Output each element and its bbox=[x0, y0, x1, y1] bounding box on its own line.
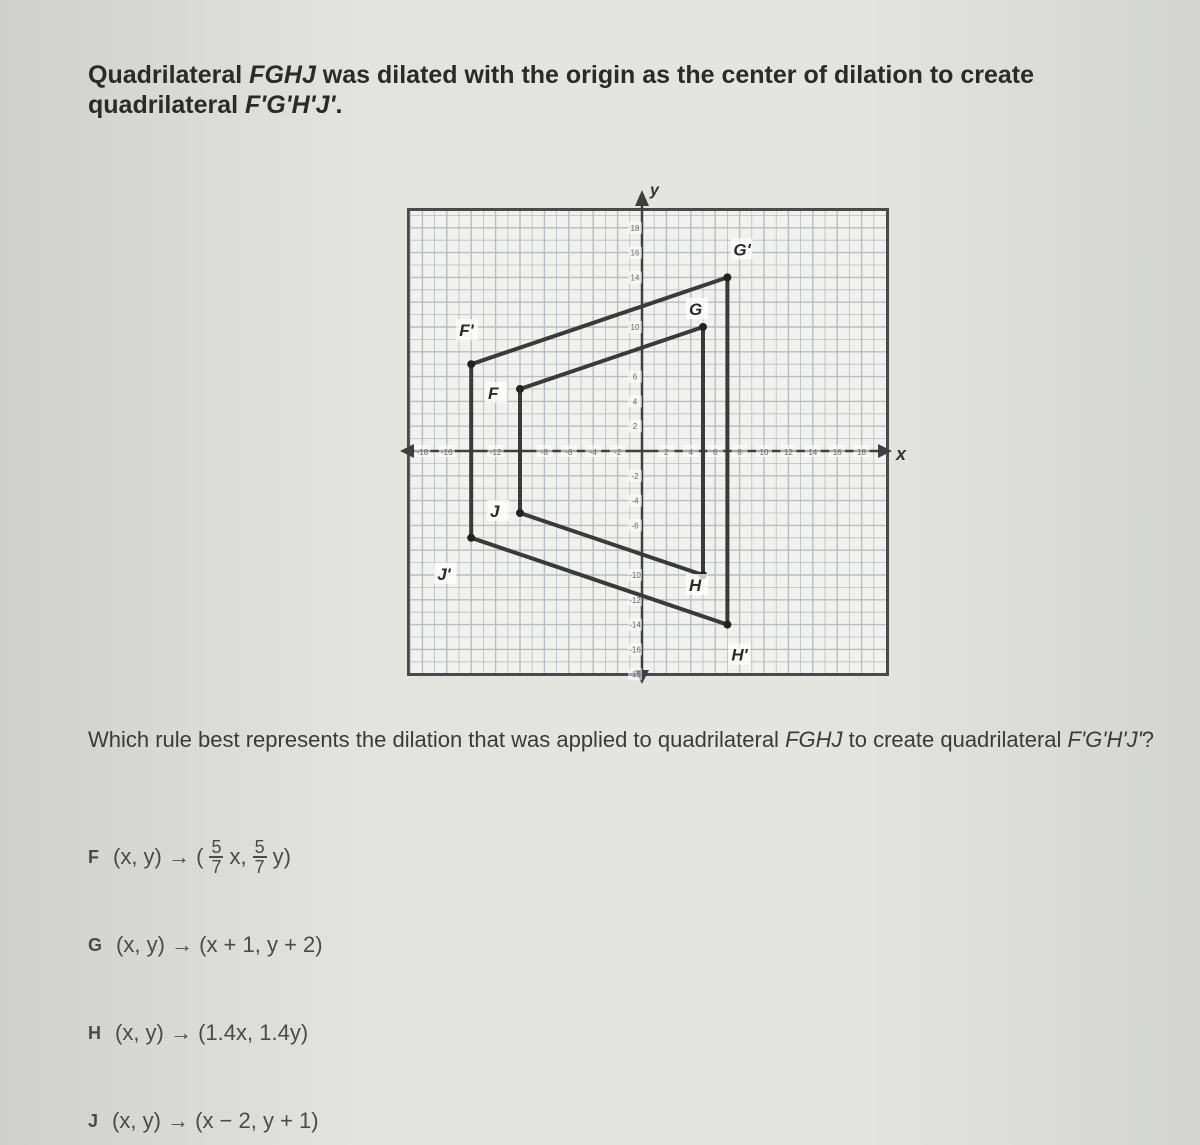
y-axis-label: y bbox=[650, 182, 659, 199]
y-tick-label: 10 bbox=[630, 323, 640, 332]
choice-j-rule: (x, y) → (x − 2, y + 1) bbox=[112, 1108, 319, 1133]
x-axis-label: x bbox=[896, 444, 907, 464]
prompt-part-1: Quadrilateral bbox=[88, 61, 250, 89]
original-vertex-point bbox=[516, 385, 524, 393]
image-vertex-label: H' bbox=[731, 645, 748, 665]
x-tick-label: -4 bbox=[589, 448, 597, 457]
prompt-original-name: FGHJ bbox=[249, 61, 316, 89]
image-vertex-point bbox=[723, 621, 731, 629]
choice-f-lhs: (x, y) → ( bbox=[113, 844, 204, 869]
choice-g-letter: G bbox=[88, 934, 103, 955]
y-tick-label: 18 bbox=[630, 223, 640, 233]
choice-j-letter: J bbox=[88, 1110, 99, 1131]
y-tick-label: -10 bbox=[629, 571, 641, 580]
choice-h-rule: (x, y) → (1.4x, 1.4y) bbox=[115, 1020, 309, 1045]
y-axis-arrow-up bbox=[635, 190, 649, 206]
x-tick-label: -8 bbox=[540, 448, 548, 457]
choice-f-rule bbox=[113, 838, 291, 876]
choice-f-mid-1: x, bbox=[229, 844, 247, 869]
y-tick-label: -16 bbox=[629, 645, 641, 655]
question-part-3: ? bbox=[1141, 727, 1155, 752]
choice-f-letter: F bbox=[88, 846, 99, 867]
image-vertex-point bbox=[723, 273, 731, 281]
y-tick-label: -4 bbox=[631, 496, 639, 506]
fraction-numerator: 5 bbox=[211, 837, 222, 857]
y-tick-label: 4 bbox=[632, 397, 638, 407]
original-vertex-point bbox=[699, 323, 707, 331]
image-vertex-point bbox=[467, 360, 475, 368]
question-image-name: F'G'H'J' bbox=[1067, 727, 1142, 752]
x-tick-label: -6 bbox=[565, 448, 573, 457]
y-tick-label: -14 bbox=[629, 620, 641, 630]
x-tick-label: -12 bbox=[489, 448, 502, 457]
image-vertex-label: J' bbox=[437, 564, 451, 584]
choice-f-fraction-2 bbox=[253, 838, 267, 876]
choice-j[interactable] bbox=[88, 1108, 319, 1134]
x-tick-label: -2 bbox=[614, 448, 622, 457]
y-tick-label: 16 bbox=[630, 248, 640, 258]
x-tick-label: 6 bbox=[712, 448, 718, 457]
x-tick-label: -18 bbox=[416, 448, 429, 457]
y-tick-label: 14 bbox=[630, 273, 640, 283]
prompt-part-2: was dilated with the origin as the center of dilation to create quadrilateral bbox=[88, 61, 1035, 119]
y-tick-label: -12 bbox=[629, 595, 641, 605]
x-tick-label: -16 bbox=[441, 448, 453, 457]
original-vertex-label: H bbox=[689, 576, 702, 595]
image-vertex-label: F' bbox=[459, 321, 474, 341]
choice-g[interactable] bbox=[88, 932, 323, 958]
original-vertex-label: G bbox=[689, 300, 703, 319]
choice-h[interactable] bbox=[88, 1020, 308, 1046]
prompt-image-name: F'G'H'J' bbox=[245, 91, 336, 119]
original-vertex-label: F bbox=[488, 384, 499, 403]
question-text bbox=[88, 726, 1178, 754]
fraction-numerator: 5 bbox=[254, 837, 265, 857]
x-tick-label: 12 bbox=[783, 448, 793, 457]
question-original-name: FGHJ bbox=[785, 727, 843, 752]
fraction-denominator: 7 bbox=[254, 857, 265, 877]
y-tick-label: -2 bbox=[631, 471, 639, 481]
choice-g-rule: (x, y) → (x + 1, y + 2) bbox=[116, 932, 323, 957]
y-tick-label: 2 bbox=[632, 422, 638, 432]
question-part-2: to create quadrilateral bbox=[842, 727, 1068, 752]
y-tick-label: 6 bbox=[632, 372, 638, 382]
choice-f-mid-2: y) bbox=[272, 844, 291, 869]
x-tick-label: 8 bbox=[737, 448, 742, 457]
fraction-denominator: 7 bbox=[211, 857, 222, 877]
x-tick-label: 16 bbox=[832, 448, 842, 457]
y-tick-label: -18 bbox=[629, 670, 641, 680]
choice-f[interactable] bbox=[88, 838, 291, 876]
x-tick-label: 4 bbox=[688, 448, 694, 457]
x-axis-arrow-right bbox=[878, 444, 892, 458]
question-part-1: Which rule best represents the dilation that was applied to quadrilateral bbox=[88, 727, 786, 752]
choice-f-fraction-1 bbox=[209, 838, 223, 876]
image-vertex-point bbox=[467, 534, 475, 542]
original-vertex-label: J bbox=[490, 502, 500, 521]
x-axis-arrow-left bbox=[400, 444, 414, 458]
original-vertex-point bbox=[516, 509, 524, 517]
x-tick-label: 14 bbox=[808, 448, 818, 457]
x-tick-label: 10 bbox=[759, 448, 769, 457]
choice-h-letter: H bbox=[88, 1022, 101, 1043]
prompt-part-3: . bbox=[335, 91, 343, 119]
x-tick-label: 18 bbox=[857, 448, 867, 457]
image-vertex-label: G' bbox=[733, 240, 751, 260]
y-tick-label: -6 bbox=[631, 521, 639, 531]
x-tick-label: 2 bbox=[664, 448, 669, 457]
